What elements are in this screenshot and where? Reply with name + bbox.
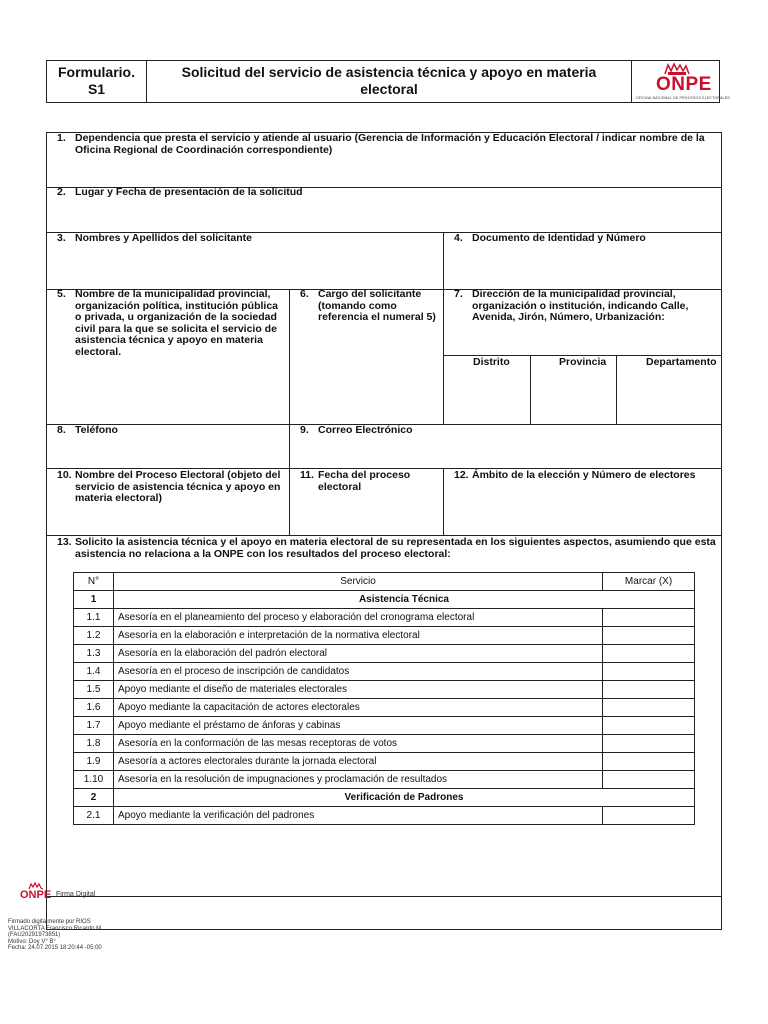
divider [530, 355, 531, 424]
field-fecha-proceso-label: 11. Fecha del proceso electoral [300, 469, 411, 493]
col-num-header: N° [74, 573, 114, 591]
row-service: Asesoría en el proceso de inscripción de candidatos [113, 663, 602, 681]
table-row [74, 645, 695, 663]
table-row [74, 663, 695, 681]
divider [46, 896, 722, 897]
table-row [74, 681, 695, 699]
row-service: Apoyo mediante la verificación del padrones [113, 807, 602, 825]
form-code: Formulario. S1 [57, 64, 135, 97]
field-provincia-input[interactable] [532, 371, 615, 423]
table-row [74, 717, 695, 735]
field-cargo-input[interactable] [291, 330, 442, 423]
mark-cell[interactable] [603, 771, 695, 789]
row-service: Asesoría en la elaboración e interpretación de la normativa electoral [113, 627, 602, 645]
field-distrito-input[interactable] [445, 371, 529, 423]
field-dependencia-input[interactable] [48, 158, 720, 186]
section-num: 2 [74, 789, 114, 807]
section-row [74, 789, 695, 807]
field-proceso-input[interactable] [48, 506, 288, 534]
table-header-row [74, 573, 695, 591]
field-documento-input[interactable] [445, 247, 720, 288]
row-num: 1.5 [74, 681, 114, 699]
logo-subtext: OFICINA NACIONAL DE PROCESOS ELECTORALES [636, 96, 730, 100]
row-service: Asesoría en la conformación de las mesas receptoras de votos [113, 735, 602, 753]
logo-wordmark: ONPE [656, 74, 712, 95]
divider [443, 232, 444, 289]
field-entidad-label: 5. Nombre de la municipalidad provincial, organización política, institución pública o privada, u organización de la sociedad civil para la que se solicita el servicio de asistencia técnica y apoyo en materia electoral. [57, 288, 279, 358]
field-dependencia-label: 1. Dependencia que presta el servicio y atiende al usuario (Gerencia de Información y Educación Electoral / indicar nombre de la Oficina Regional de Coordinación correspondiente) [57, 132, 705, 156]
row-num: 1.4 [74, 663, 114, 681]
field-departamento-input[interactable] [618, 371, 720, 423]
onpe-logo [636, 62, 730, 102]
row-service: Apoyo mediante el préstamo de ánforas y cabinas [113, 717, 602, 735]
field-solicitud-label: 13. Solicito la asistencia técnica y el apoyo en materia electoral de su representada en los siguientes aspectos, asumiendo que esta asistencia no relaciona a la ONPE con los resultados del proceso electoral: [57, 536, 716, 560]
divider [443, 289, 444, 424]
signature-line: (FAU20291973851) [8, 932, 61, 938]
row-num: 2.1 [74, 807, 114, 825]
field-nombres-input[interactable] [48, 247, 442, 288]
divider [289, 424, 290, 535]
mark-cell[interactable] [603, 627, 695, 645]
table-row [74, 771, 695, 789]
mark-cell[interactable] [603, 699, 695, 717]
table-row [74, 609, 695, 627]
mark-cell[interactable] [603, 681, 695, 699]
row-service: Apoyo mediante la capacitación de actores electorales [113, 699, 602, 717]
section-num: 1 [74, 591, 114, 609]
header-divider-2 [631, 60, 632, 103]
field-ambito-input[interactable] [445, 484, 720, 534]
field-telefono-label: 8. Teléfono [57, 424, 118, 436]
table-row [74, 699, 695, 717]
row-num: 1.8 [74, 735, 114, 753]
page-title: Solicitud del servicio de asistencia técnica y apoyo en materia electoral [181, 64, 597, 97]
mark-cell[interactable] [603, 735, 695, 753]
mark-cell[interactable] [603, 609, 695, 627]
row-service: Apoyo mediante el diseño de materiales electorales [113, 681, 602, 699]
row-num: 1.3 [74, 645, 114, 663]
row-num: 1.6 [74, 699, 114, 717]
field-direccion-label: 7. Dirección de la municipalidad provincial, organización o institución, indicando Calle, Avenida, Jirón, Número, Urbanización: [454, 288, 689, 323]
signature-stamp [8, 882, 138, 952]
services-table [73, 572, 695, 825]
field-proceso-label: 10. Nombre del Proceso Electoral (objeto del servicio de asistencia técnica y apoyo en materia electoral) [57, 469, 281, 504]
row-num: 1.7 [74, 717, 114, 735]
table-row [74, 735, 695, 753]
section-title: Asistencia Técnica [113, 591, 694, 609]
field-cargo-label: 6. Cargo del solicitante (tomando como referencia el numeral 5) [300, 288, 436, 323]
row-service: Asesoría en la elaboración del padrón electoral [113, 645, 602, 663]
row-num: 1.10 [74, 771, 114, 789]
field-fecha-proceso-input[interactable] [291, 495, 442, 534]
row-service: Asesoría en la resolución de impugnaciones y proclamación de resultados [113, 771, 602, 789]
col-servicio-header: Servicio [113, 573, 602, 591]
section-row [74, 591, 695, 609]
mark-cell[interactable] [603, 663, 695, 681]
signature-logo: ONPE [20, 889, 52, 901]
divider [616, 355, 617, 424]
signature-line: Firmado digitalmente por RIOS [8, 919, 91, 925]
field-ambito-label: 12. Ámbito de la elección y Número de electores [454, 469, 696, 481]
col-departamento-label: Departamento [646, 356, 717, 368]
col-marcar-header: Marcar (X) [603, 573, 695, 591]
col-distrito-label: Distrito [473, 356, 510, 368]
mark-cell[interactable] [603, 753, 695, 771]
signature-line: VILLACORTA Francisco Ricardo M [8, 925, 102, 932]
col-provincia-label: Provincia [559, 356, 607, 368]
signature-line: Motivo: Doy V° B° [8, 938, 56, 945]
section-title: Verificación de Padrones [113, 789, 694, 807]
divider [443, 468, 444, 535]
field-documento-label: 4. Documento de Identidad y Número [454, 232, 646, 244]
field-nombres-label: 3. Nombres y Apellidos del solicitante [57, 232, 252, 244]
field-telefono-input[interactable] [48, 438, 288, 467]
divider [289, 289, 290, 424]
signature-label: Firma Digital [56, 891, 96, 898]
field-lugar-fecha-input[interactable] [48, 200, 720, 231]
field-correo-label: 9. Correo Electrónico [300, 424, 413, 436]
field-correo-input[interactable] [291, 438, 720, 467]
table-row [74, 807, 695, 825]
field-lugar-fecha-label: 2. Lugar y Fecha de presentación de la solicitud [57, 186, 303, 198]
table-row [74, 753, 695, 771]
row-num: 1.1 [74, 609, 114, 627]
row-service: Asesoría en el planeamiento del proceso y elaboración del cronograma electoral [113, 609, 602, 627]
mark-cell[interactable] [603, 807, 695, 825]
field-entidad-input[interactable] [48, 362, 288, 423]
row-num: 1.2 [74, 627, 114, 645]
row-num: 1.9 [74, 753, 114, 771]
signature-line: Fecha: 24.07.2015 18:20:44 -05:00 [8, 945, 102, 951]
mark-cell[interactable] [603, 717, 695, 735]
row-service: Asesoría a actores electorales durante la jornada electoral [113, 753, 602, 771]
table-row [74, 627, 695, 645]
mark-cell[interactable] [603, 645, 695, 663]
field-direccion-input[interactable] [445, 326, 720, 354]
